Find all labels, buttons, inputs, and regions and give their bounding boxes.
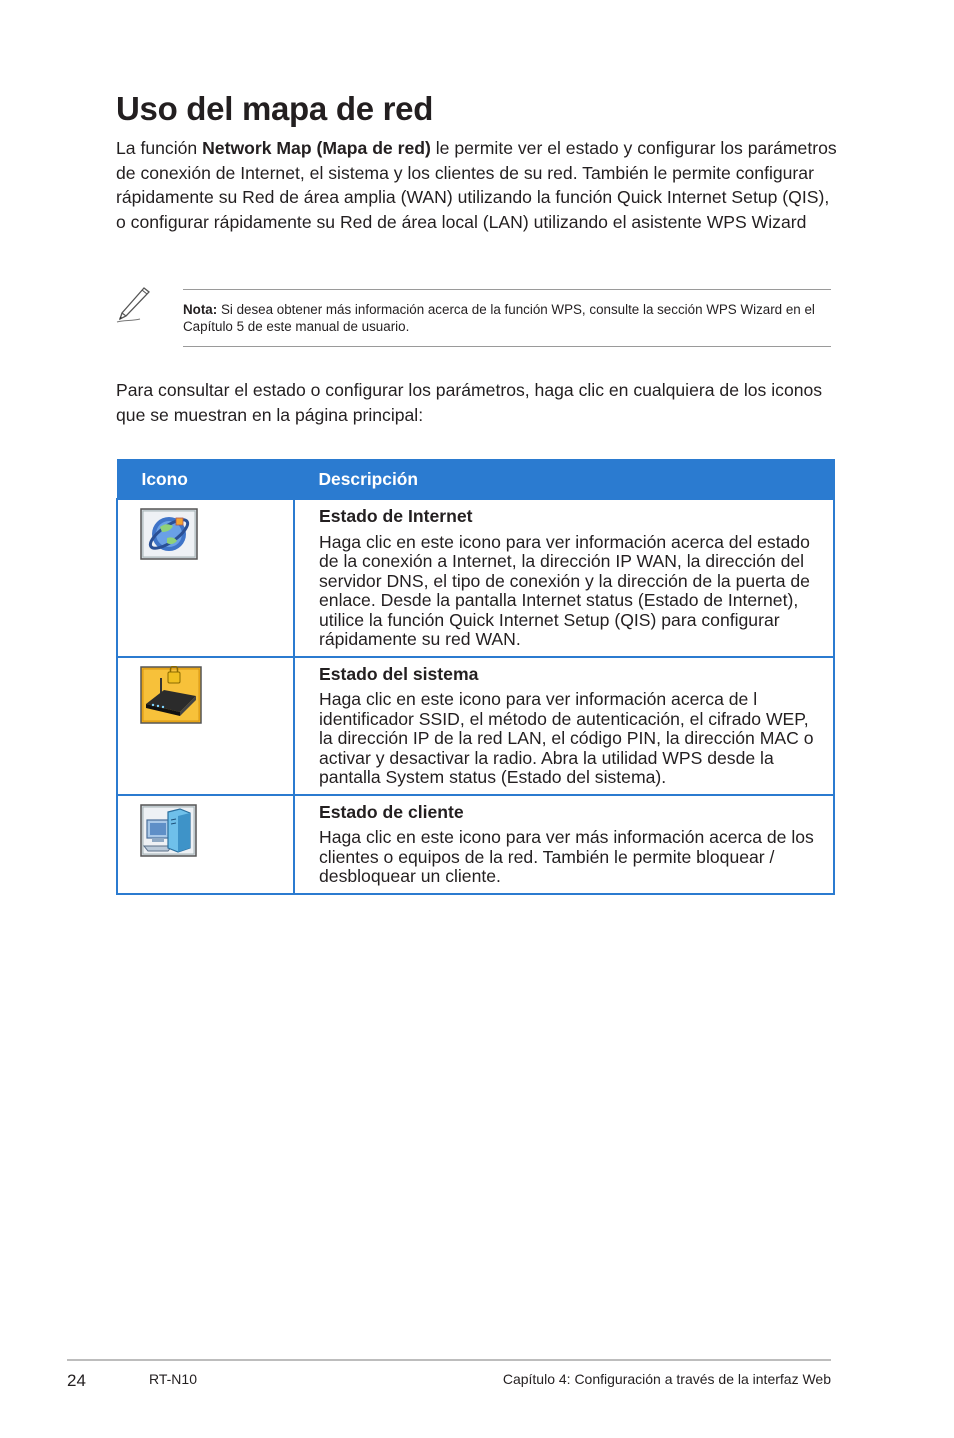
header-icon: Icono xyxy=(117,460,294,500)
icon-cell xyxy=(117,657,294,795)
pencil-icon xyxy=(112,285,154,325)
system-status-icon[interactable] xyxy=(140,666,202,724)
intro-before: La función xyxy=(116,138,203,158)
description-cell xyxy=(294,795,834,894)
row-title: Estado del sistema xyxy=(319,663,479,684)
chapter-title: Capítulo 4: Configuración a través de la interfaz Web xyxy=(502,1371,831,1387)
table-row xyxy=(117,795,834,894)
icon-cell xyxy=(117,795,294,894)
icon-table xyxy=(116,459,835,895)
table-row xyxy=(117,657,834,795)
row-text: Haga clic en este icono para ver información acerca del estado de la conexión a Internet, la dirección IP WAN, la dirección del servidor DNS, el tipo de conexión y la dirección de la puerta de enlace. Desde la pantalla Internet status (Estado de Internet), utilice la función Quick Internet Setup (QIS) para configurar rápidamente su red WAN. xyxy=(319,531,810,649)
row-title: Estado de cliente xyxy=(319,801,464,822)
model-name: RT-N10 xyxy=(149,1371,197,1387)
client-status-icon[interactable] xyxy=(140,804,197,857)
instruction-paragraph: Para consultar el estado o configurar los parámetros, haga clic en cualquiera de los iconos que se muestran en la página principal: xyxy=(116,380,823,425)
table-row xyxy=(117,499,834,657)
page-title: Uso del mapa de red xyxy=(116,90,434,127)
note-label: Nota: xyxy=(183,302,218,317)
footer-divider xyxy=(67,1359,831,1361)
intro-bold: Network Map (Mapa de red) xyxy=(202,138,431,158)
note-box xyxy=(183,289,831,347)
table-header-row xyxy=(117,460,834,500)
description-cell xyxy=(294,499,834,657)
row-text: Haga clic en este icono para ver información acerca de l identificador SSID, el método de autenticación, el cifrado WEP, la dirección IP de la red LAN, el código PIN, la dirección MAC o activar y desactivar la radio. Abra la utilidad WPS desde la pantalla System status (Estado del sistema). xyxy=(319,689,814,787)
intro-after: le permite ver el estado y configurar los parámetros de conexión de Internet, el sistema y los clientes de su red. También le permite configurar rápidamente su Red de área amplia (WAN) utilizando la función Quick Internet Setup (QIS), o configurar rápidamente su Red de área local (LAN) utilizando el asistente WPS Wizard xyxy=(116,138,837,232)
internet-status-icon[interactable] xyxy=(140,508,198,560)
icon-cell xyxy=(117,499,294,657)
row-text: Haga clic en este icono para ver más información acerca de los clientes o equipos de la red. También le permite bloquear / desbloquear un cliente. xyxy=(319,827,814,886)
intro-paragraph xyxy=(116,136,838,234)
page-number: 24 xyxy=(67,1371,86,1390)
note-body: Si desea obtener más información acerca de la función WPS, consulte la sección WPS Wizard en el Capítulo 5 de este manual de usuario. xyxy=(183,302,815,334)
row-title: Estado de Internet xyxy=(319,506,473,526)
description-cell xyxy=(294,657,834,795)
note-text xyxy=(183,301,831,335)
header-description: Descripción xyxy=(294,460,834,500)
